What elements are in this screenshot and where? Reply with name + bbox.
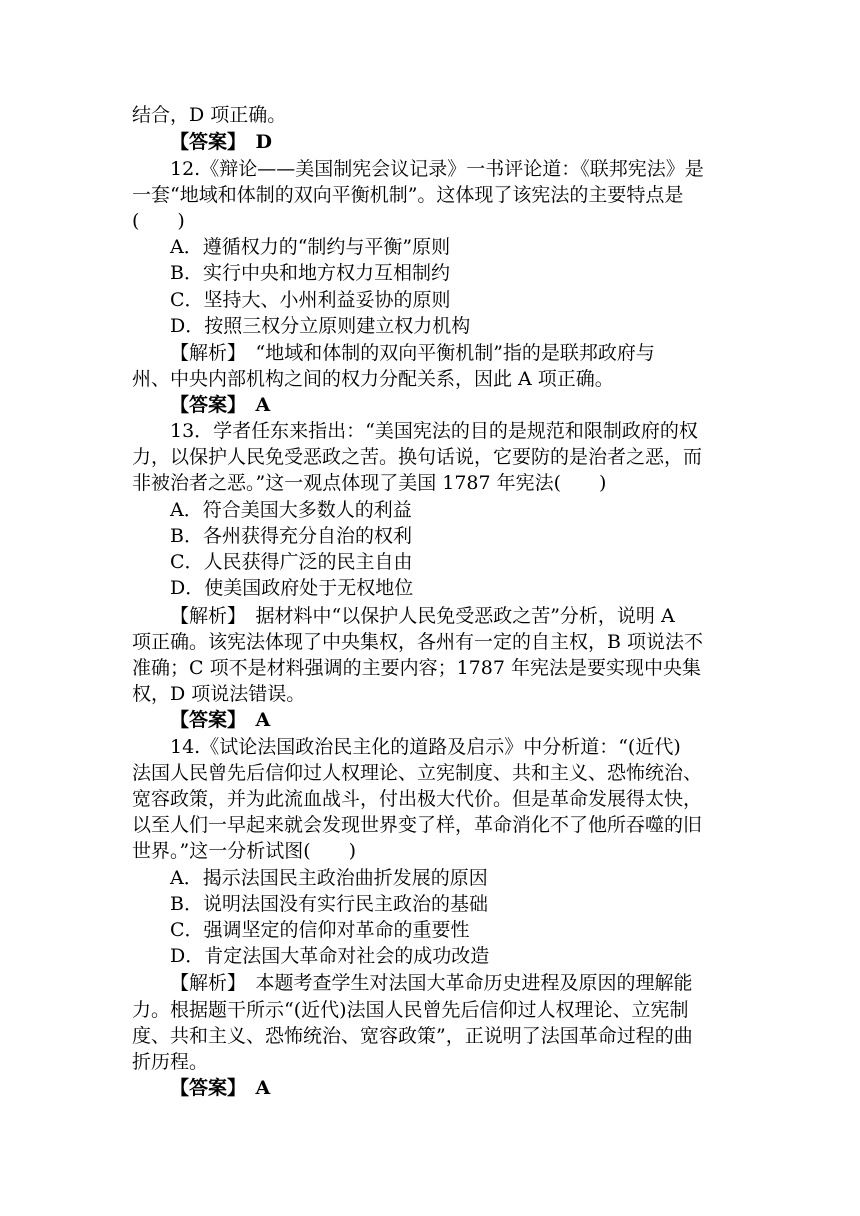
question-12-stem: 12.《辩论——美国制宪会议记录》一书评论道：《联邦宪法》是 [170,158,704,180]
option-a: A．揭示法国民主政治曲折发展的原因 [170,867,488,889]
text-line: 折历程。 [132,1051,209,1073]
analysis-line: 【解析】 “地域和体制的双向平衡机制”指的是联邦政府与 [170,342,655,364]
text-line: 结合，D 项正确。 [132,104,287,126]
option-b: B．实行中央和地方权力互相制约 [170,262,450,284]
text-line: 力。根据题干所示“(近代)法国人民曾先后信仰过人权理论、立宪制 [132,999,689,1021]
analysis-line: 【解析】 本题考查学生对法国大革命历史进程及原因的理解能 [170,972,693,994]
analysis-line: 【解析】 据材料中“以保护人民免受恶政之苦”分析，说明 A [170,605,675,627]
text-line: 度、共和主义、恐怖统治、宽容政策”，正说明了法国革命过程的曲 [132,1025,693,1047]
text-line: 项正确。该宪法体现了中央集权，各州有一定的自主权，B 项说法不 [132,631,704,653]
option-c: C．强调坚定的信仰对革命的重要性 [170,919,470,941]
text-line: ( ) [132,210,185,232]
answer-line: 【答案】 A [170,1077,271,1099]
option-b: B．各州获得充分自治的权利 [170,525,412,547]
text-line: 宽容政策，并为此流血战斗，付出极大代价。但是革命发展得太快， [132,788,703,810]
text-line: 法国人民曾先后信仰过人权理论、立宪制度、共和主义、恐怖统治、 [132,762,703,784]
text-line: 权，D 项说法错误。 [132,683,306,705]
option-c: C．坚持大、小州利益妥协的原则 [170,289,451,311]
question-14-stem: 14.《试论法国政治民主化的道路及启示》中分析道：“(近代) [170,736,681,758]
option-d: D．肯定法国大革命对社会的成功改造 [170,945,490,967]
option-c: C．人民获得广泛的民主自由 [170,551,413,573]
question-13-stem: 13．学者任东来指出：“美国宪法的目的是规范和限制政府的权 [170,420,698,442]
text-line: 州、中央内部机构之间的权力分配关系，因此 A 项正确。 [132,368,614,390]
option-d: D．使美国政府处于无权地位 [170,577,414,599]
text-line: 一套“地域和体制的双向平衡机制”。这体现了该宪法的主要特点是 [132,184,684,206]
text-line: 力，以保护人民免受恶政之苦。换句话说，它要防的是治者之恶，而 [132,446,703,468]
answer-line: 【答案】 A [170,709,271,731]
text-line: 世界。”这一分析试图( ) [132,840,357,862]
answer-line: 【答案】 D [170,131,272,153]
option-d: D．按照三权分立原则建立权力机构 [170,315,471,337]
text-line: 准确；C 项不是材料强调的主要内容；1787 年宪法是要实现中央集 [132,657,701,679]
option-b: B．说明法国没有实行民主政治的基础 [170,893,488,915]
option-a: A．遵循权力的“制约与平衡”原则 [170,236,451,258]
option-a: A．符合美国大多数人的利益 [170,499,412,521]
text-line: 非被治者之恶。”这一观点体现了美国 1787 年宪法( ) [132,472,607,494]
text-line: 以至人们一早起来就会发现世界变了样，革命消化不了他所吞噬的旧 [132,814,703,836]
answer-line: 【答案】 A [170,394,271,416]
